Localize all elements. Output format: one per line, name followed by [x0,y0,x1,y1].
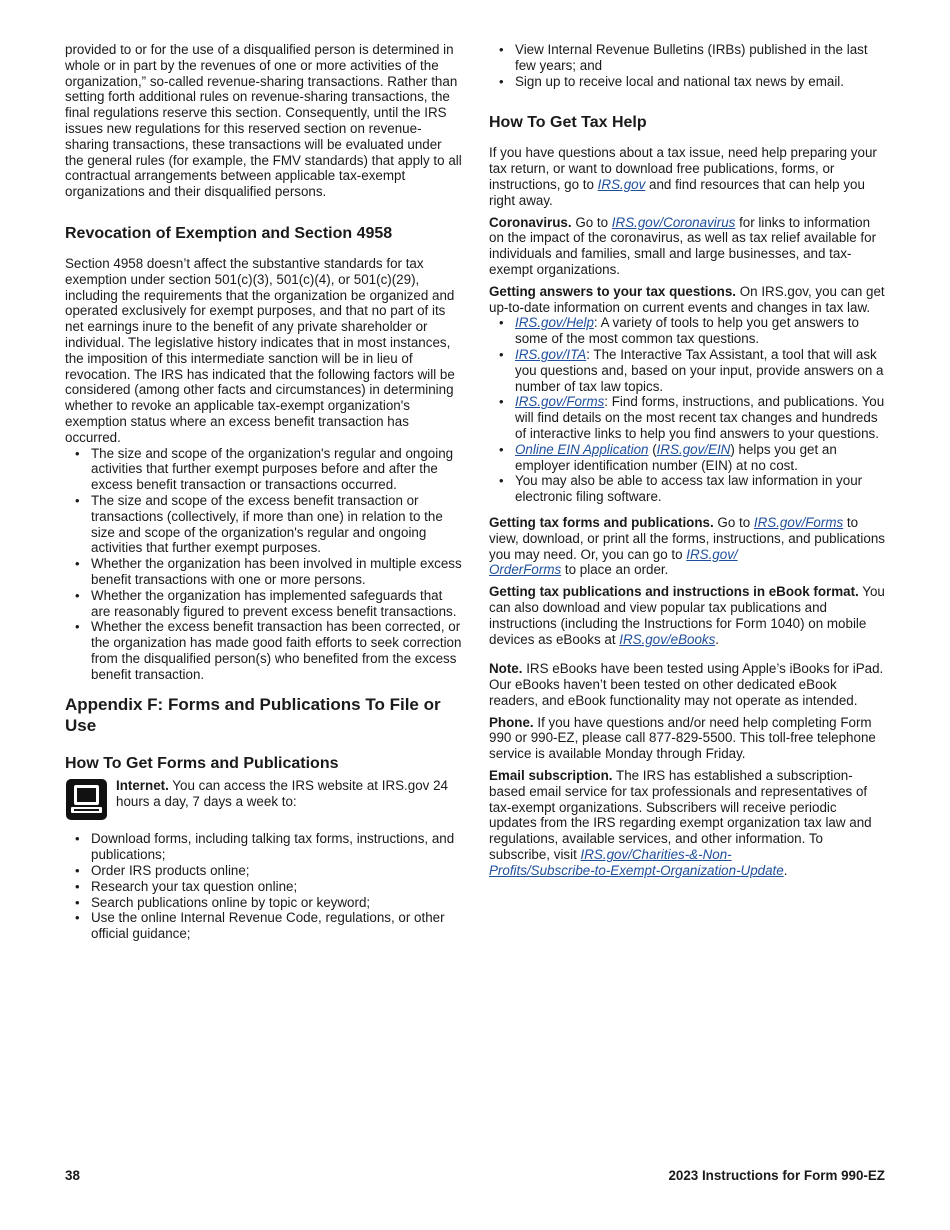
list-item [489,394,887,441]
list-item [489,442,887,474]
left-column [65,42,463,942]
phone-label: Phone. [489,714,534,730]
answers-label: Getting answers to your tax questions. [489,283,737,299]
list-item: • Order IRS products online; [65,863,463,879]
list-item: • Whether the organization has implemented safeguards that are reasonably figured to prevent excess benefit transactions. [65,588,463,620]
text: : A variety of tools to help you get answers to some of the most common tax questions. [515,315,859,347]
link-text: Profits/Subscribe-to-Exempt-Organization-Update [489,862,784,878]
text: ) helps you get an employer identification number (EIN) at no cost. [515,441,837,473]
text: IRS eBooks have been tested using Apple’s iBooks for iPad. Our eBooks haven’t been tested on other dedicated eBook readers, and eBook functionality may not operate as intended. [489,661,884,708]
computer-monitor-icon [65,778,108,821]
internet-label: Internet. [116,778,169,794]
text: You can also download and view popular tax publications and instructions (including the Instructions for Form 1040) on mobile devices as eBooks at [489,584,885,647]
list-item: • The size and scope of the excess benefit transaction or transactions (collectively, if more than one) in relation to the size and scope of the organization's regular and ongoing activities that further exempt purposes. [65,493,463,556]
irs-forms-link[interactable]: IRS.gov/Forms [515,394,605,410]
text: On IRS.gov, you can get up-to-date information on current events and changes in tax law. [489,283,885,315]
text: . [715,631,720,647]
tax-help-heading: How To Get Tax Help [489,114,647,132]
irs-forms-link[interactable]: IRS.gov/Forms [753,514,844,530]
forms-paragraph [489,515,887,578]
appendix-heading: Appendix F: Forms and Publications To File or Use [65,695,441,736]
ebook-paragraph [489,584,887,647]
text: and find resources that can help you right away. [489,176,865,208]
list-item: • The size and scope of the organization's regular and ongoing activities that further exempt purposes before and after the excess benefit transaction or transactions occurred. [65,446,463,493]
top-bullet-list [489,42,887,89]
right-column [489,42,887,885]
coronavirus-link[interactable]: IRS.gov/Coronavirus [611,214,736,230]
irs-help-link[interactable]: IRS.gov/Help [515,315,594,331]
revocation-heading: Revocation of Exemption and Section 4958 [65,224,393,242]
coronavirus-label: Coronavirus. [489,214,572,230]
list-item: • Whether the organization has been involved in multiple excess benefit transactions with one or more persons. [65,556,463,588]
phone-paragraph [489,715,887,762]
list-item [489,347,887,394]
link-text: OrderForms [489,562,562,578]
irs-ita-link[interactable]: IRS.gov/ITA [515,346,587,362]
ebook-label: Getting tax publications and instructions in eBook format. [489,584,859,600]
text: The IRS has established a subscription-based email service for tax professionals and representatives of tax-exempt organizations. Subscribers will receive periodic updates from the IRS regarding exempt organization tax law and regulations, available services, and other information. To subscribe, visit [489,768,872,863]
how-to-get-forms-heading: How To Get Forms and Publications [65,755,339,773]
text: : Find forms, instructions, and publications. You will find details on the most recent tax changes and hundreds of interactive links to help you find answers to your questions. [515,394,885,441]
email-subscription-paragraph [489,768,887,879]
revocation-paragraph: Section 4958 doesn’t affect the substantive standards for tax exemption under section 501(c)(3), 501(c)(4), or 501(c)(29), including the requirements that the organization be organized and operated exclusively for exempt purposes, and that no part of its net earnings inure to the benefit of any private shareholder or individual. The legislative history indicates that in most instances, the imposition of this intermediate sanction will be in lieu of revocation. The IRS has indicated that the following factors will be considered (among other facts and circumstances) in determining whether to revoke an applicable tax-exempt organization's exemption status where an excess benefit transaction has occurred. [65,255,455,445]
tax-help-paragraph [489,145,887,208]
text: : The Interactive Tax Assistant, a tool that will ask you questions and, based on your input, provide answers on a number of tax law topics. [515,346,884,394]
internet-description: You can access the IRS website at IRS.gov 24 hours a day, 7 days a week to: [116,778,448,810]
revocation-bullet-list [65,446,463,683]
list-item: • Download forms, including talking tax forms, instructions, and publications; [65,831,463,863]
text: for links to information on the impact of the coronavirus, as well as tax relief available for individuals and families, small and large businesses, and tax-exempt organizations. [489,214,877,277]
email-label: Email subscription. [489,768,613,784]
intro-paragraph: provided to or for the use of a disqualified person is determined in whole or in part by the revenues of one or more activities of the organization,” so-called revenue-sharing transactions. Rather than setting forth additional rules on revenue-sharing transactions, the final regulations reserve this section. Consequently, until the IRS issues new regulations for this reserved section on revenue-sharing transactions, these transactions will be evaluated under the general rules (for example, the FMV standards) that apply to all contractual arrangements between applicable tax-exempt organizations and their disqualified persons. [65,42,462,200]
list-item: • View Internal Revenue Bulletins (IRBs) published in the last few years; and [489,42,887,74]
answers-bullet-list [489,315,887,505]
answers-paragraph [489,284,887,316]
text: Go to [571,214,612,230]
document-title: 2023 Instructions for Form 990-EZ [668,1168,885,1183]
page-number: 38 [65,1168,80,1183]
forms-label: Getting tax forms and publications. [489,514,714,530]
coronavirus-paragraph [489,215,887,278]
irs-ein-link[interactable]: IRS.gov/EIN [656,441,731,457]
list-item: • Use the online Internal Revenue Code, regulations, or other official guidance; [65,910,463,942]
internet-bullet-list [65,831,463,942]
text: ( [648,441,657,457]
text: If you have questions and/or need help completing Form 990 or 990-EZ, please call 877-829-5500. This toll-free telephone service is available Monday through Friday. [489,714,876,762]
link-text: IRS.gov/ [686,546,738,562]
internet-block [65,778,463,821]
note-paragraph [489,661,887,708]
list-item: • You may also be able to access tax law information in your electronic filing software. [489,473,887,505]
text: to place an order. [561,562,669,578]
list-item: • Research your tax question online; [65,879,463,895]
list-item: • Search publications online by topic or keyword; [65,895,463,911]
text: Go to [713,514,754,530]
link-text: IRS.gov/Charities-&-Non- [580,847,732,863]
list-item: • Whether the excess benefit transaction has been corrected, or the organization has made good faith efforts to seek correction from the disqualified person(s) who benefited from the excess benefit transaction. [65,619,463,682]
text: If you have questions about a tax issue, need help preparing your tax return, or want to download free publications, forms, or instructions, go to [489,145,877,192]
irs-ebooks-link[interactable]: IRS.gov/eBooks [619,631,716,647]
text: to view, download, or print all the forms, instructions, and publications you may need. Or, you can go to [489,514,885,562]
online-ein-application-link[interactable]: Online EIN Application [515,441,649,457]
text: . [783,862,788,878]
list-item [489,315,887,347]
note-label: Note. [489,661,523,677]
internet-text [116,778,463,821]
list-item: • Sign up to receive local and national tax news by email. [489,74,887,90]
irs-gov-link[interactable]: IRS.gov [597,176,646,192]
